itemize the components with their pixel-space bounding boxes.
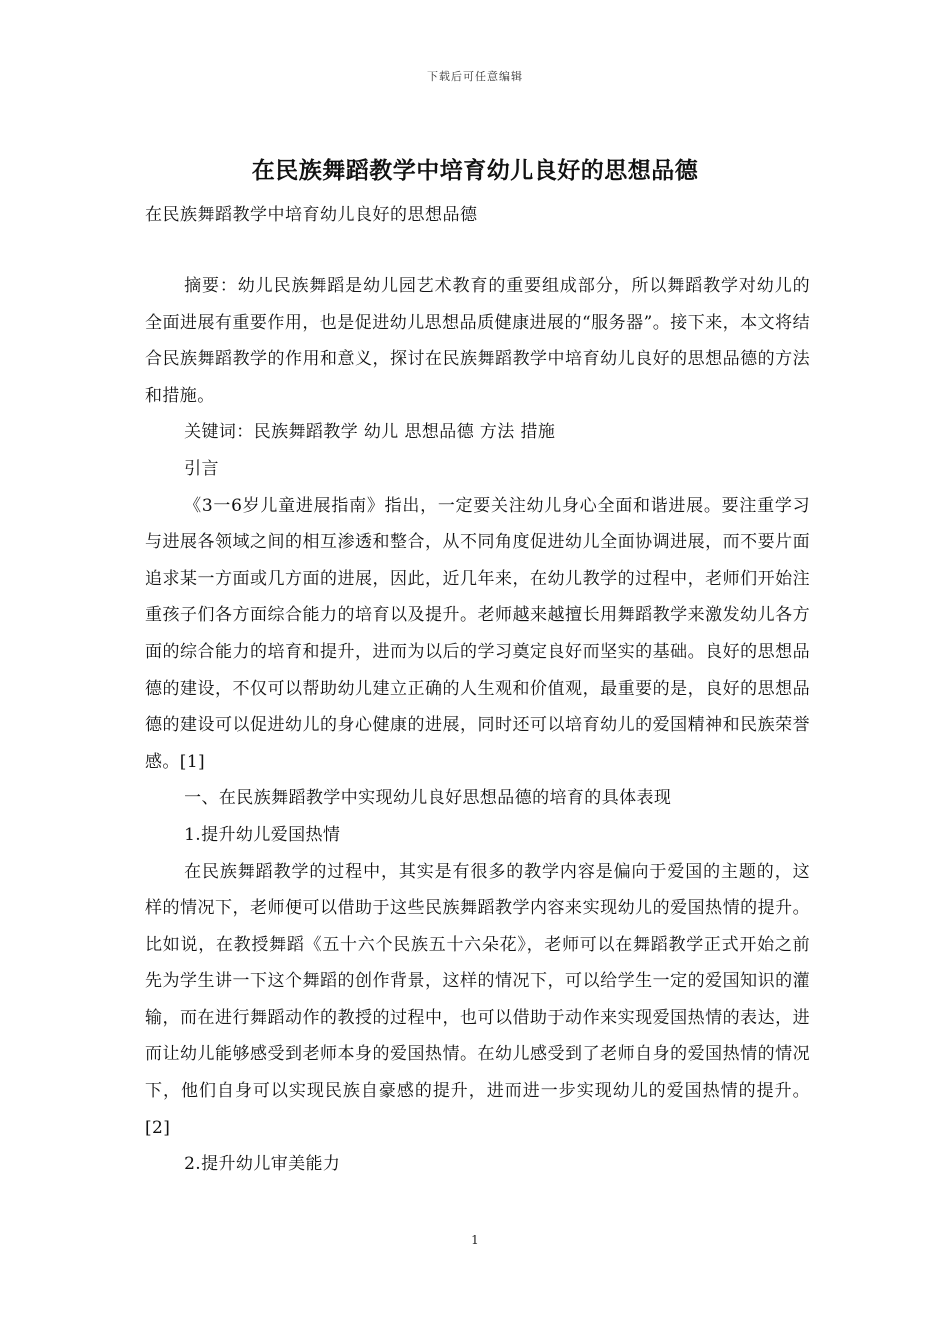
intro-paragraph: 《3一6岁儿童进展指南》指出，一定要关注幼儿身心全面和谐进展。要注重学习与进展各领域之间的相互渗透和整合，从不同角度促进幼儿全面协调进展，而不要片面追求某一方面或几方面的进展，因此，近几年来，在幼儿教学的过程中，老师们开始注重孩子们各方面综合能力的培育以及提升。老师越来越擅长用舞蹈教学来激发幼儿各方面的综合能力的培育和提升，进而为以后的学习奠定良好而坚实的基础。良好的思想品德的建设，不仅可以帮助幼儿建立正确的人生观和价值观，最重要的是，良好的思想品德的建设可以促进幼儿的身心健康的进展，同时还可以培育幼儿的爱国精神和民族荣誉感。[1]	[145, 495, 810, 772]
section-1-heading: 一、在民族舞蹈教学中实现幼儿良好思想品德的培育的具体表现	[184, 788, 672, 809]
intro-heading: 引言	[184, 458, 219, 479]
keywords-paragraph: 关键词：民族舞蹈教学 幼儿 思想品德 方法 措施	[184, 422, 556, 443]
document-title: 在民族舞蹈教学中培育幼儿良好的思想品德	[251, 157, 699, 184]
subsection-2-heading: 2.提升幼儿审美能力	[184, 1154, 341, 1175]
document-subtitle: 在民族舞蹈教学中培育幼儿良好的思想品德	[145, 205, 478, 225]
page-number: 1	[471, 1233, 479, 1247]
subsection-1-heading: 1.提升幼儿爱国热情	[184, 824, 341, 845]
abstract-paragraph: 摘要：幼儿民族舞蹈是幼儿园艺术教育的重要组成部分，所以舞蹈教学对幼儿的全面进展有重要作用，也是促进幼儿思想品质健康进展的“服务器”。接下来，本文将结合民族舞蹈教学的作用和意义，探讨在民族舞蹈教学中培育幼儿良好的思想品德的方法和措施。	[145, 276, 810, 406]
document-body	[145, 268, 810, 1183]
header-note: 下载后可任意编辑	[427, 70, 523, 83]
subsection-1-paragraph: 在民族舞蹈教学的过程中，其实是有很多的教学内容是偏向于爱国的主题的，这样的情况下，老师便可以借助于这些民族舞蹈教学内容来实现幼儿的爱国热情的提升。比如说，在教授舞蹈《五十六个民族五十六朵花》，老师可以在舞蹈教学正式开始之前先为学生讲一下这个舞蹈的创作背景，这样的情况下，可以给学生一定的爱国知识的灌输，而在进行舞蹈动作的教授的过程中，也可以借助于动作来实现爱国热情的表达，进而让幼儿能够感受到老师本身的爱国热情。在幼儿感受到了老师自身的爱国热情的情况下，他们自身可以实现民族自豪感的提升，进而进一步实现幼儿的爱国热情的提升。[2]	[145, 861, 810, 1138]
